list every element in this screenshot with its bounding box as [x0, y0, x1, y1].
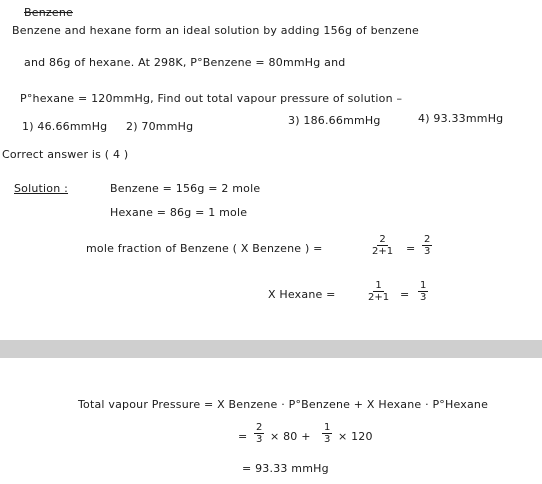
solution-label: Solution :	[14, 182, 69, 195]
mole-fraction-hexane-equals: =	[400, 288, 410, 301]
calc-line-2-b-tail: × 120	[338, 430, 373, 443]
option-3: 3) 186.66mmHg	[288, 114, 381, 127]
question-line-2: and 86g of hexane. At 298K, P°Benzene = 80mmHg and	[24, 56, 346, 69]
mole-fraction-benzene-label: mole fraction of Benzene ( X Benzene ) =	[86, 242, 323, 255]
calc-fraction-two-thirds: $\frac{2}{3}$	[256, 422, 263, 445]
calculation-panel	[0, 358, 542, 484]
mole-fraction-benzene-result: $\frac{2}{3}$	[424, 234, 431, 257]
calc-line-2-a-tail: × 80 +	[270, 430, 311, 443]
calc-line-2-prefix: =	[238, 430, 248, 443]
option-4: 4) 93.33mmHg	[418, 112, 504, 125]
panel-separator	[0, 340, 542, 358]
header-title: Benzene	[24, 6, 73, 19]
benzene-mole-line: Benzene = 156g = 2 mole	[110, 182, 261, 195]
hexane-mole-line: Hexane = 86g = 1 mole	[110, 206, 248, 219]
question-line-1: Benzene and hexane form an ideal solution by adding 156g of benzene	[12, 24, 419, 37]
calc-result-line: = 93.33 mmHg	[242, 462, 329, 475]
mole-fraction-hexane-label: X Hexane =	[268, 288, 336, 301]
mole-fraction-hexane-result: $\frac{1}{3}$	[420, 280, 427, 303]
total-vapour-pressure-line: Total vapour Pressure = X Benzene · P°Benzene + X Hexane · P°Hexane	[78, 398, 489, 411]
mole-fraction-hexane-fraction: $\frac{1}{2+1}$	[368, 280, 390, 303]
mole-fraction-benzene-equals: =	[406, 242, 416, 255]
option-2: 2) 70mmHg	[126, 120, 194, 133]
calc-fraction-one-third: $\frac{1}{3}$	[324, 422, 331, 445]
option-1: 1) 46.66mmHg	[22, 120, 108, 133]
correct-answer: Correct answer is ( 4 )	[2, 148, 129, 161]
mole-fraction-benzene-fraction: $\frac{2}{2+1}$	[372, 234, 394, 257]
question-line-3: P°hexane = 120mmHg, Find out total vapour pressure of solution –	[20, 92, 403, 105]
